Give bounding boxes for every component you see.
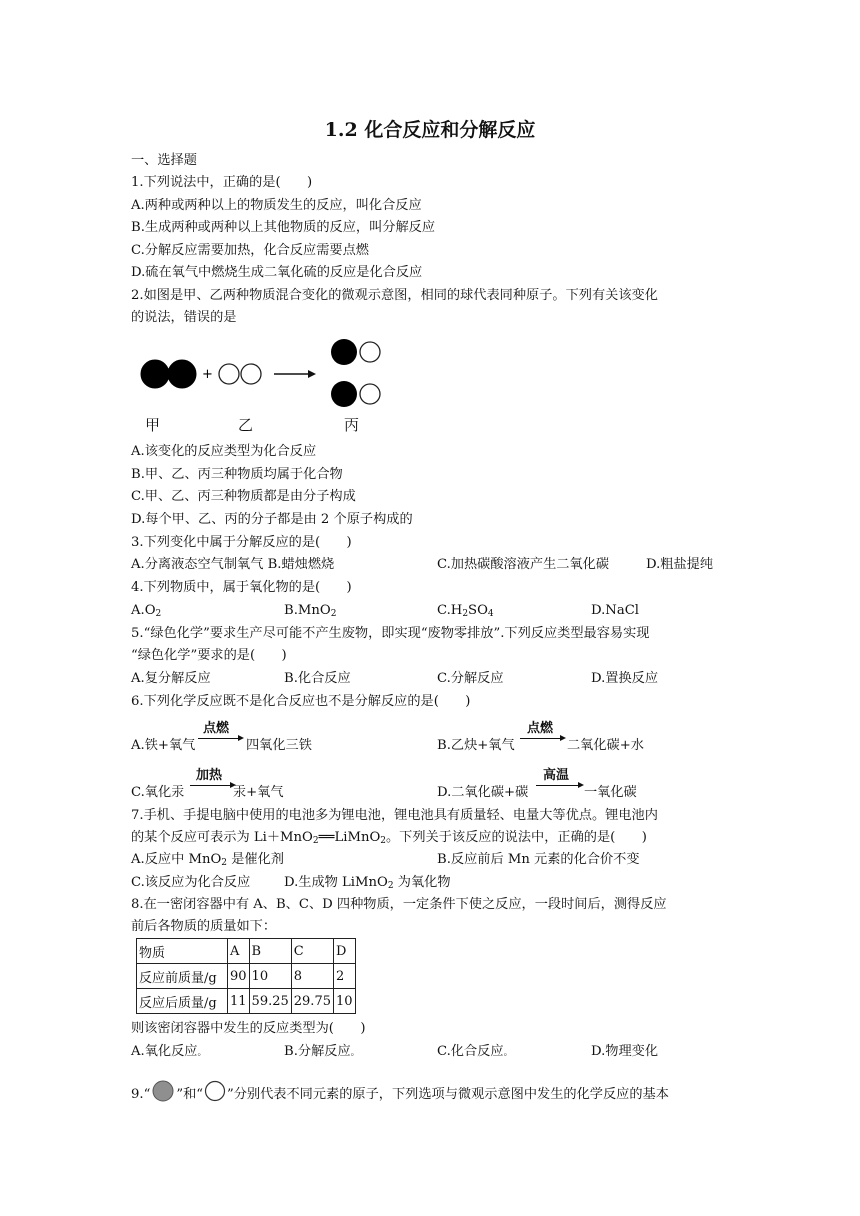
q8-stem-line1: 8.在一密闭容器中有 A、B、C、D 四种物质，一定条件下使之反应，一段时间后，测得反应: [131, 897, 667, 912]
q7-option-b: B.反应前后 Mn 元素的化合价不变: [437, 852, 640, 867]
table-header-cell: B: [249, 939, 291, 964]
q6-option-c-arrow: [190, 785, 232, 786]
q8-option-b: B.分解反应。: [284, 1044, 360, 1059]
q8-question: 则该密闭容器中发生的反应类型为( ): [131, 1021, 366, 1036]
q5-stem-line1: 5.“绿色化学”要求生产尽可能不产生废物，即实现“废物零排放”.下列反应类型最容易实现: [131, 626, 650, 641]
table-header-row: [137, 939, 356, 964]
q6-option-d-condition: 高温: [543, 768, 570, 783]
q6-option-a-arrow: [198, 738, 240, 739]
q1-option-d: D.硫在氧气中燃烧生成二氧化硫的反应是化合反应: [131, 265, 423, 280]
table-header-cell: D: [333, 939, 355, 964]
q5-option-a: A.复分解反应: [131, 671, 211, 686]
q3-option-ab: A.分离液态空气制氧气 B.蜡烛燃烧: [131, 557, 335, 572]
figure-label-jia: 甲: [145, 416, 161, 434]
q1-option-a: A.两种或两种以上的物质发生的反应，叫化合反应: [131, 198, 422, 213]
q5-option-d: D.置换反应: [591, 671, 659, 686]
plus-sign: +: [202, 367, 213, 382]
table-cell: 10: [249, 964, 291, 989]
q6-option-b-products: 二氧化碳+水: [567, 738, 644, 753]
q3-option-c: C.加热碳酸溶液产生二氧化碳: [437, 557, 610, 572]
table-header-cell: C: [291, 939, 333, 964]
q6-option-c-products: 汞+氧气: [233, 785, 284, 800]
q6-option-b-arrow: [520, 738, 562, 739]
table-row: [137, 989, 356, 1014]
q8-option-d: D.物理变化: [591, 1044, 659, 1059]
q4-option-d: D.NaCl: [591, 603, 640, 618]
section-heading: 一、选择题: [131, 153, 197, 168]
gray-atom-icon: [150, 1080, 176, 1102]
mass-table: [136, 938, 356, 1014]
q1-stem: 1.下列说法中，正确的是( ): [131, 175, 313, 190]
q4-option-b: B.MnO$_2$: [284, 603, 337, 619]
q2-option-a: A.该变化的反应类型为化合反应: [131, 444, 317, 459]
q6-option-a-condition: 点燃: [203, 721, 230, 736]
table-cell: 10: [333, 989, 355, 1014]
page-title: 1.2 化合反应和分解反应: [324, 119, 536, 141]
q5-option-c: C.分解反应: [437, 671, 504, 686]
q4-option-a: $A.O_2$: [131, 603, 162, 619]
q7-option-d: D.生成物 LiMnO$_2$ 为氧化物: [284, 875, 451, 891]
q7-stem-line2: 的某个反应可表示为 Li＋MnO$_2$══LiMnO$_2$。下列关于该反应的说法中，正确的是( ): [131, 830, 647, 846]
white-atom-icon: [203, 1080, 227, 1102]
q8-option-a: A.氧化反应。: [131, 1044, 207, 1059]
table-cell: 8: [291, 964, 333, 989]
figure-label-yi: 乙: [238, 416, 254, 434]
q6-option-b-reactants: B.乙炔+氧气: [437, 738, 515, 753]
q5-option-b: B.化合反应: [284, 671, 351, 686]
q6-option-a-products: 四氧化三铁: [246, 738, 312, 753]
molecule-yi: [219, 364, 261, 384]
q8-stem-line2: 前后各物质的质量如下：: [131, 919, 277, 934]
q6-option-b-condition: 点燃: [527, 721, 554, 736]
table-row: [137, 964, 356, 989]
figure-label-bing: 丙: [344, 416, 360, 434]
q6-option-d-reactants: D.二氧化碳+碳: [437, 785, 529, 800]
q2-stem-line2: 的说法，错误的是: [131, 310, 237, 325]
q7-option-a: A.反应中 MnO$_2$ 是催化剂: [131, 852, 284, 868]
q7-stem-line1: 7.手机、手提电脑中使用的电池多为锂电池，锂电池具有质量轻、电量大等优点。锂电池内: [131, 808, 658, 823]
molecule-jia: [141, 360, 196, 388]
q6-option-a-arrowhead: [238, 735, 244, 741]
q4-stem: 4.下列物质中，属于氧化物的是( ): [131, 580, 352, 595]
q6-stem: 6.下列化学反应既不是化合反应也不是分解反应的是( ): [131, 694, 471, 709]
table-header-cell: 物质: [137, 939, 228, 964]
table-cell: 90: [228, 964, 250, 989]
q5-stem-line2: “绿色化学”要求的是( ): [131, 648, 287, 663]
q6-option-c-condition: 加热: [196, 768, 223, 783]
table-cell: 反应后质量/g: [137, 989, 228, 1014]
q2-stem-line1: 2.如图是甲、乙两种物质混合变化的微观示意图，相同的球代表同种原子。下列有关该变化: [131, 288, 658, 303]
q2-option-c: C.甲、乙、丙三种物质都是由分子构成: [131, 489, 356, 504]
table-cell: 59.25: [249, 989, 291, 1014]
q1-option-b: B.生成两种或两种以上其他物质的反应，叫分解反应: [131, 220, 436, 235]
molecule-bing-1: [331, 339, 380, 365]
q8-option-c: C.化合反应。: [437, 1044, 513, 1059]
q6-option-c-reactants: C.氧化汞: [131, 785, 185, 800]
q4-option-c: $C.H_2SO_4$: [437, 603, 494, 619]
q3-stem: 3.下列变化中属于分解反应的是( ): [131, 535, 352, 550]
molecule-bing-2: [331, 381, 380, 407]
table-header-cell: A: [228, 939, 250, 964]
q6-option-b-arrowhead: [560, 735, 566, 741]
reaction-arrow: [274, 370, 316, 378]
q6-option-d-products: 一氧化碳: [584, 785, 637, 800]
table-cell: 反应前质量/g: [137, 964, 228, 989]
table-cell: 11: [228, 989, 250, 1014]
table-cell: 2: [333, 964, 355, 989]
q7-option-c: C.该反应为化合反应: [131, 875, 251, 890]
q3-option-d: D.粗盐提纯: [646, 557, 714, 572]
table-cell: 29.75: [291, 989, 333, 1014]
q6-option-a-reactants: A.铁+氧气: [131, 738, 196, 753]
q9-stem: 9.“ ”和“ ”分别代表不同元素的原子，下列选项与微观示意图中发生的化学反应的基本: [131, 1080, 669, 1104]
q2-option-b: B.甲、乙、丙三种物质均属于化合物: [131, 467, 343, 482]
q1-option-c: C.分解反应需要加热，化合反应需要点燃: [131, 243, 369, 258]
molecule-reaction-figure: [130, 332, 400, 440]
q6-option-d-arrow: [536, 785, 580, 786]
q2-option-d: D.每个甲、乙、丙的分子都是由 2 个原子构成的: [131, 512, 413, 527]
